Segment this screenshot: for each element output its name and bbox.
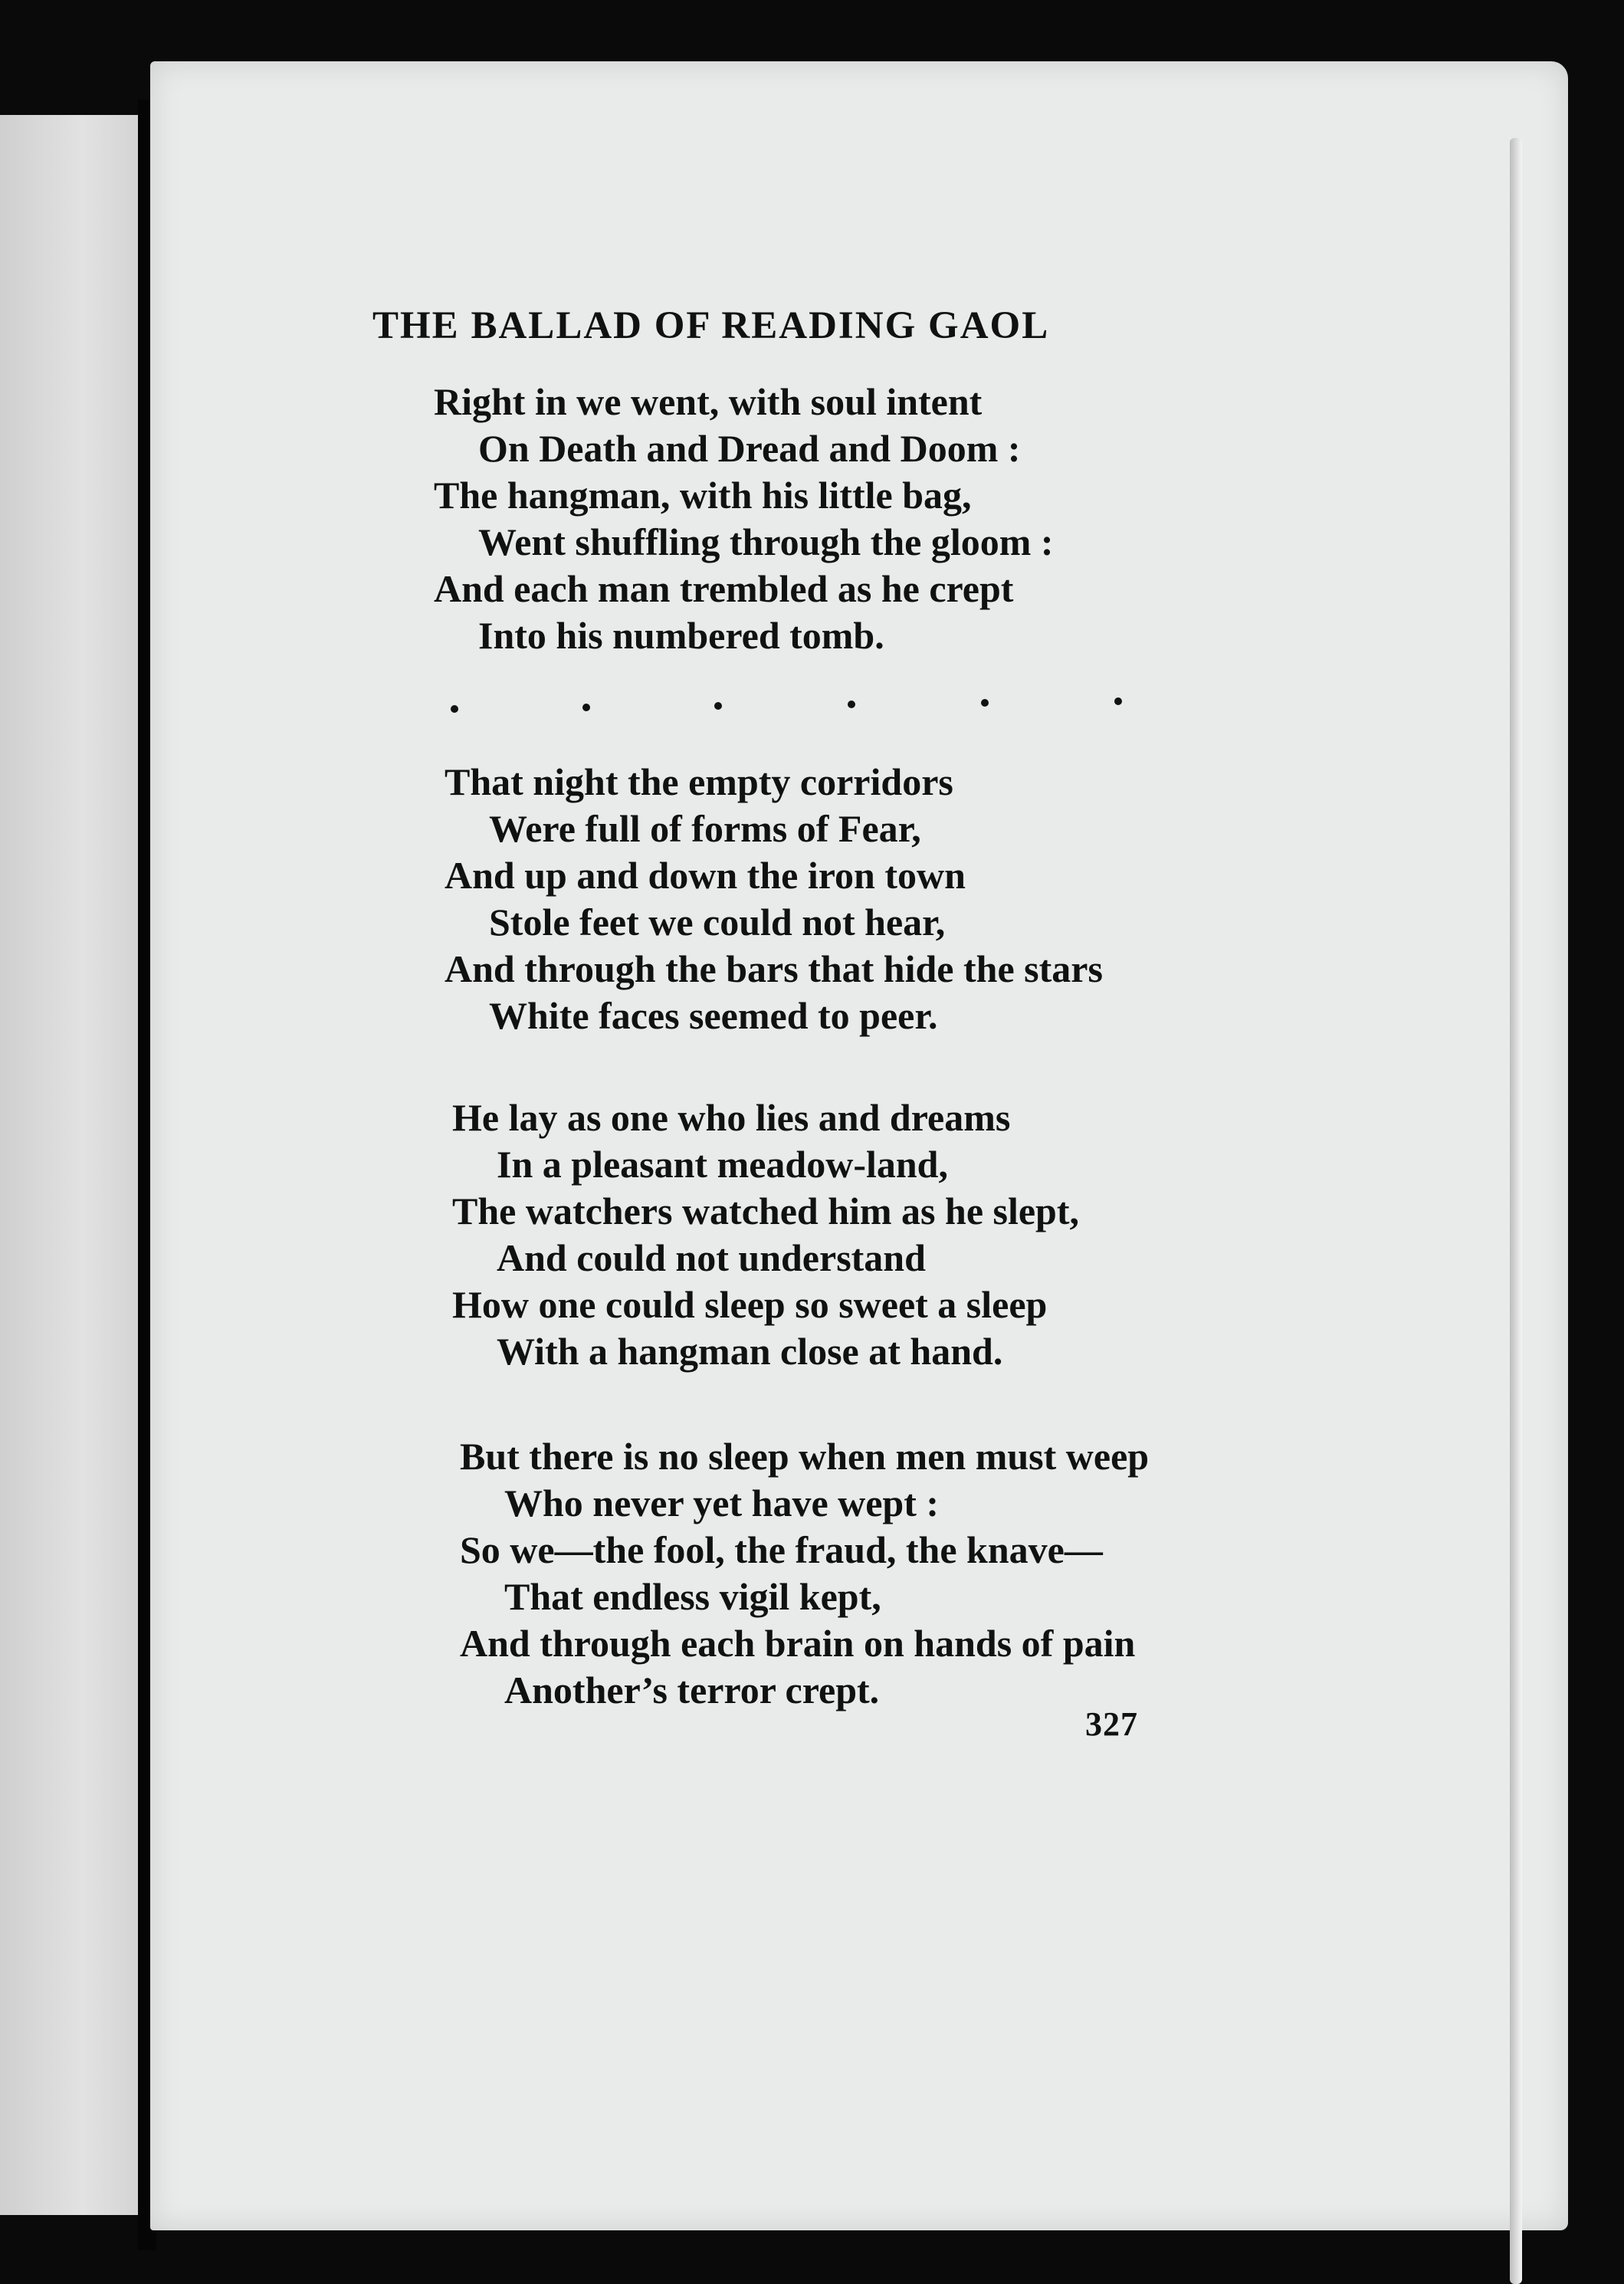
stanza-1-line-4: Went shuffling through the gloom : xyxy=(478,520,1054,563)
stanza-1-line-1: Right in we went, with soul intent xyxy=(434,380,983,423)
section-break xyxy=(429,690,1134,713)
stanza-3-line-2: In a pleasant meadow-land, xyxy=(497,1143,948,1186)
stanza-3-line-6: With a hangman close at hand. xyxy=(497,1330,1003,1373)
stanza-4-line-6: Another’s terror crept. xyxy=(504,1669,880,1711)
section-break-dot xyxy=(582,704,590,711)
stanza-1-line-3: The hangman, with his little bag, xyxy=(434,474,972,517)
previous-page-edge xyxy=(0,115,141,2215)
section-break-dot xyxy=(848,701,855,708)
stanza-2-line-2: Were full of forms of Fear, xyxy=(489,807,921,850)
stanza-3-line-3: The watchers watched him as he slept, xyxy=(452,1190,1080,1232)
stanza-4 xyxy=(460,1433,1149,1714)
section-break-dot xyxy=(981,699,989,707)
stanza-2-line-5: And through the bars that hide the stars xyxy=(445,947,1103,990)
stanza-3-line-5: How one could sleep so sweet a sleep xyxy=(452,1283,1048,1326)
section-break-dot xyxy=(451,705,458,713)
stanza-2 xyxy=(445,759,1103,1039)
section-break-dot xyxy=(1114,697,1122,705)
page-number: 327 xyxy=(1085,1705,1138,1743)
stanza-1-line-6: Into his numbered tomb. xyxy=(478,614,884,657)
stanza-3 xyxy=(452,1094,1079,1375)
stanza-3-line-1: He lay as one who lies and dreams xyxy=(452,1096,1011,1139)
running-head: THE BALLAD OF READING GAOL xyxy=(372,304,1050,347)
stanza-4-line-4: That endless vigil kept, xyxy=(504,1575,881,1618)
stanza-1-line-2: On Death and Dread and Doom : xyxy=(478,427,1021,470)
stanza-4-line-2: Who never yet have wept : xyxy=(504,1482,940,1524)
stanza-2-line-6: White faces seemed to peer. xyxy=(489,994,938,1037)
stanza-4-line-1: But there is no sleep when men must weep xyxy=(460,1435,1150,1478)
page-edge-shadow xyxy=(1510,138,1522,2284)
stanza-2-line-4: Stole feet we could not hear, xyxy=(489,901,946,943)
stanza-2-line-1: That night the empty corridors xyxy=(445,760,953,803)
stanza-1 xyxy=(434,379,1054,659)
stanza-4-line-3: So we—the fool, the fraud, the knave— xyxy=(460,1528,1103,1571)
stanza-2-line-3: And up and down the iron town xyxy=(445,854,966,897)
section-break-dot xyxy=(714,702,722,710)
stanza-1-line-5: And each man trembled as he crept xyxy=(434,567,1014,610)
stanza-3-line-4: And could not understand xyxy=(497,1236,926,1279)
stanza-4-line-5: And through each brain on hands of pain xyxy=(460,1622,1136,1665)
